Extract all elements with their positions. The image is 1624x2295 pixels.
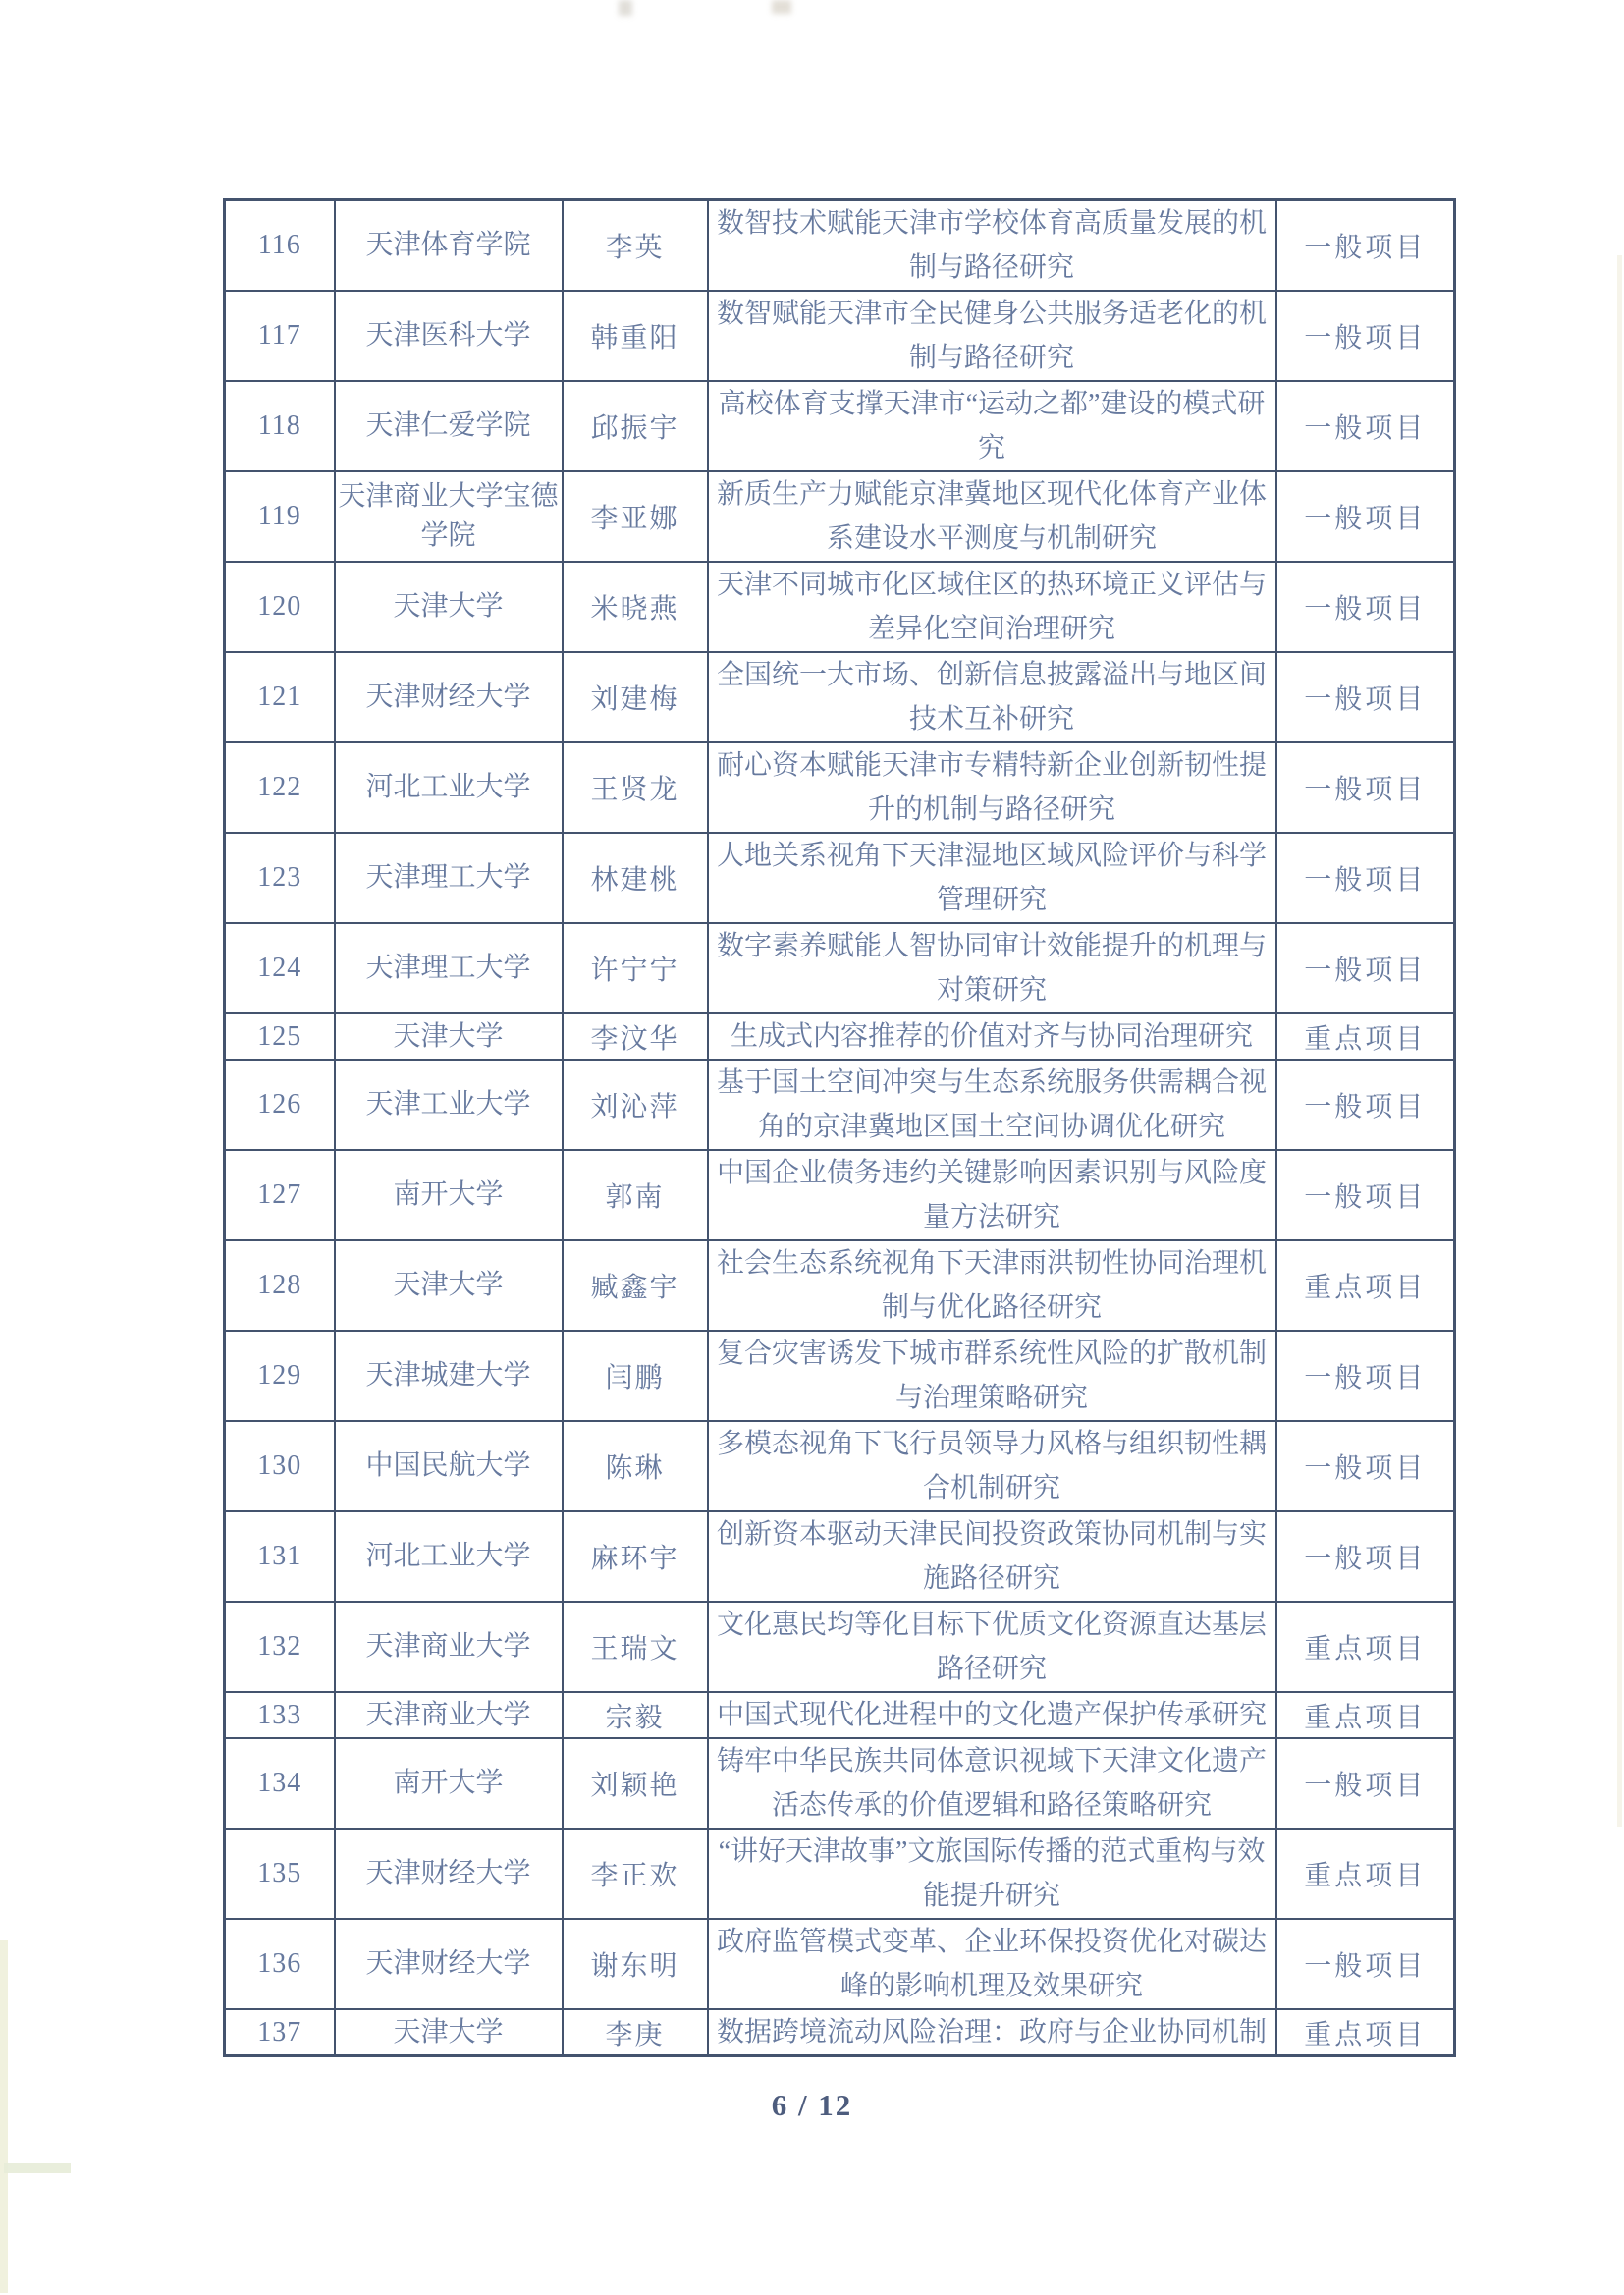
category-cell: 一般项目 [1276, 1060, 1455, 1150]
project-title-cell: 社会生态系统视角下天津雨洪韧性协同治理机制与优化路径研究 [708, 1240, 1276, 1331]
name-cell: 李英 [563, 200, 708, 292]
project-title-cell: 政府监管模式变革、企业环保投资优化对碳达峰的影响机理及效果研究 [708, 1919, 1276, 2009]
project-title-cell: 数智技术赋能天津市学校体育高质量发展的机制与路径研究 [708, 200, 1276, 292]
table-row [225, 1919, 1455, 2009]
row-number-cell: 134 [225, 1738, 335, 1829]
row-number-cell: 135 [225, 1829, 335, 1919]
institution-cell: 天津大学 [335, 1013, 563, 1060]
row-number-cell: 129 [225, 1331, 335, 1421]
category-cell: 一般项目 [1276, 1331, 1455, 1421]
category-cell: 一般项目 [1276, 471, 1455, 562]
institution-cell: 天津商业大学 [335, 1602, 563, 1692]
name-cell: 谢东明 [563, 1919, 708, 2009]
row-number-cell: 117 [225, 291, 335, 381]
institution-cell: 天津城建大学 [335, 1331, 563, 1421]
category-cell: 重点项目 [1276, 1240, 1455, 1331]
table-row [225, 1013, 1455, 1060]
name-cell: 宗毅 [563, 1692, 708, 1738]
row-number-cell: 122 [225, 742, 335, 833]
project-title-cell: 铸牢中华民族共同体意识视域下天津文化遗产活态传承的价值逻辑和路径策略研究 [708, 1738, 1276, 1829]
table-row [225, 1829, 1455, 1919]
row-number-cell: 118 [225, 381, 335, 471]
institution-cell: 天津商业大学 [335, 1692, 563, 1738]
projects-table [223, 198, 1456, 2057]
name-cell: 李庚 [563, 2009, 708, 2056]
institution-cell: 天津大学 [335, 562, 563, 652]
project-title-cell: 数智赋能天津市全民健身公共服务适老化的机制与路径研究 [708, 291, 1276, 381]
institution-cell: 南开大学 [335, 1150, 563, 1240]
row-number-cell: 125 [225, 1013, 335, 1060]
category-cell: 一般项目 [1276, 923, 1455, 1013]
row-number-cell: 137 [225, 2009, 335, 2056]
table-row [225, 1421, 1455, 1511]
category-cell: 一般项目 [1276, 1511, 1455, 1602]
table-row [225, 1511, 1455, 1602]
name-cell: 王瑞文 [563, 1602, 708, 1692]
project-title-cell: 中国企业债务违约关键影响因素识别与风险度量方法研究 [708, 1150, 1276, 1240]
name-cell: 麻环宇 [563, 1511, 708, 1602]
project-title-cell: 耐心资本赋能天津市专精特新企业创新韧性提升的机制与路径研究 [708, 742, 1276, 833]
category-cell: 重点项目 [1276, 2009, 1455, 2056]
row-number-cell: 124 [225, 923, 335, 1013]
institution-cell: 天津财经大学 [335, 1919, 563, 2009]
project-title-cell: 文化惠民均等化目标下优质文化资源直达基层路径研究 [708, 1602, 1276, 1692]
row-number-cell: 116 [225, 200, 335, 292]
name-cell: 李亚娜 [563, 471, 708, 562]
institution-cell: 天津医科大学 [335, 291, 563, 381]
project-title-cell: 数字素养赋能人智协同审计效能提升的机理与对策研究 [708, 923, 1276, 1013]
category-cell: 一般项目 [1276, 1150, 1455, 1240]
row-number-cell: 131 [225, 1511, 335, 1602]
name-cell: 闫鹏 [563, 1331, 708, 1421]
table-row [225, 742, 1455, 833]
category-cell: 一般项目 [1276, 291, 1455, 381]
table-row [225, 471, 1455, 562]
table-row [225, 833, 1455, 923]
institution-cell: 天津商业大学宝德学院 [335, 471, 563, 562]
scan-edge-artifact [1617, 255, 1622, 1827]
scan-smudge-icon [772, 0, 791, 14]
table-row [225, 923, 1455, 1013]
scan-edge-artifact [4, 2163, 71, 2173]
name-cell: 臧鑫宇 [563, 1240, 708, 1331]
project-title-cell: 天津不同城市化区域住区的热环境正义评估与差异化空间治理研究 [708, 562, 1276, 652]
institution-cell: 天津理工大学 [335, 923, 563, 1013]
institution-cell: 中国民航大学 [335, 1421, 563, 1511]
institution-cell: 河北工业大学 [335, 1511, 563, 1602]
row-number-cell: 121 [225, 652, 335, 742]
row-number-cell: 130 [225, 1421, 335, 1511]
row-number-cell: 120 [225, 562, 335, 652]
institution-cell: 天津仁爱学院 [335, 381, 563, 471]
institution-cell: 南开大学 [335, 1738, 563, 1829]
category-cell: 一般项目 [1276, 652, 1455, 742]
category-cell: 一般项目 [1276, 1421, 1455, 1511]
page-number: 6 / 12 [771, 2088, 853, 2122]
project-title-cell: 新质生产力赋能京津冀地区现代化体育产业体系建设水平测度与机制研究 [708, 471, 1276, 562]
project-title-cell: 复合灾害诱发下城市群系统性风险的扩散机制与治理策略研究 [708, 1331, 1276, 1421]
project-title-cell: 基于国土空间冲突与生态系统服务供需耦合视角的京津冀地区国土空间协调优化研究 [708, 1060, 1276, 1150]
project-title-cell: 中国式现代化进程中的文化遗产保护传承研究 [708, 1692, 1276, 1738]
institution-cell: 天津工业大学 [335, 1060, 563, 1150]
table-row [225, 1692, 1455, 1738]
project-title-cell: “讲好天津故事”文旅国际传播的范式重构与效能提升研究 [708, 1829, 1276, 1919]
table-row [225, 652, 1455, 742]
scan-smudge-icon [619, 0, 632, 16]
row-number-cell: 123 [225, 833, 335, 923]
category-cell: 重点项目 [1276, 1013, 1455, 1060]
name-cell: 林建桃 [563, 833, 708, 923]
table-row [225, 2009, 1455, 2056]
institution-cell: 天津理工大学 [335, 833, 563, 923]
name-cell: 刘颖艳 [563, 1738, 708, 1829]
row-number-cell: 128 [225, 1240, 335, 1331]
category-cell: 重点项目 [1276, 1829, 1455, 1919]
row-number-cell: 132 [225, 1602, 335, 1692]
table-row [225, 1150, 1455, 1240]
institution-cell: 天津财经大学 [335, 1829, 563, 1919]
category-cell: 一般项目 [1276, 1919, 1455, 2009]
row-number-cell: 133 [225, 1692, 335, 1738]
table-row [225, 1738, 1455, 1829]
name-cell: 李汶华 [563, 1013, 708, 1060]
table-row [225, 381, 1455, 471]
name-cell: 邱振宇 [563, 381, 708, 471]
project-title-cell: 创新资本驱动天津民间投资政策协同机制与实施路径研究 [708, 1511, 1276, 1602]
row-number-cell: 136 [225, 1919, 335, 2009]
name-cell: 李正欢 [563, 1829, 708, 1919]
category-cell: 一般项目 [1276, 742, 1455, 833]
row-number-cell: 126 [225, 1060, 335, 1150]
name-cell: 王贤龙 [563, 742, 708, 833]
category-cell: 一般项目 [1276, 200, 1455, 292]
table-row [225, 1240, 1455, 1331]
table-row [225, 1331, 1455, 1421]
table-row [225, 200, 1455, 292]
name-cell: 刘沁萍 [563, 1060, 708, 1150]
institution-cell: 天津财经大学 [335, 652, 563, 742]
row-number-cell: 119 [225, 471, 335, 562]
category-cell: 一般项目 [1276, 833, 1455, 923]
category-cell: 重点项目 [1276, 1602, 1455, 1692]
name-cell: 许宁宁 [563, 923, 708, 1013]
institution-cell: 天津体育学院 [335, 200, 563, 292]
projects-table-container [223, 198, 1456, 2057]
project-title-cell: 高校体育支撑天津市“运动之都”建设的模式研究 [708, 381, 1276, 471]
row-number-cell: 127 [225, 1150, 335, 1240]
category-cell: 一般项目 [1276, 562, 1455, 652]
category-cell: 一般项目 [1276, 1738, 1455, 1829]
table-row [225, 562, 1455, 652]
name-cell: 韩重阳 [563, 291, 708, 381]
name-cell: 米晓燕 [563, 562, 708, 652]
institution-cell: 天津大学 [335, 1240, 563, 1331]
institution-cell: 河北工业大学 [335, 742, 563, 833]
project-title-cell: 多模态视角下飞行员领导力风格与组织韧性耦合机制研究 [708, 1421, 1276, 1511]
category-cell: 一般项目 [1276, 381, 1455, 471]
project-title-cell: 数据跨境流动风险治理：政府与企业协同机制 [708, 2009, 1276, 2056]
table-row [225, 1602, 1455, 1692]
table-row [225, 1060, 1455, 1150]
project-title-cell: 生成式内容推荐的价值对齐与协同治理研究 [708, 1013, 1276, 1060]
category-cell: 重点项目 [1276, 1692, 1455, 1738]
name-cell: 陈琳 [563, 1421, 708, 1511]
project-title-cell: 全国统一大市场、创新信息披露溢出与地区间技术互补研究 [708, 652, 1276, 742]
table-row [225, 291, 1455, 381]
name-cell: 刘建梅 [563, 652, 708, 742]
institution-cell: 天津大学 [335, 2009, 563, 2056]
project-title-cell: 人地关系视角下天津湿地区域风险评价与科学管理研究 [708, 833, 1276, 923]
name-cell: 郭南 [563, 1150, 708, 1240]
